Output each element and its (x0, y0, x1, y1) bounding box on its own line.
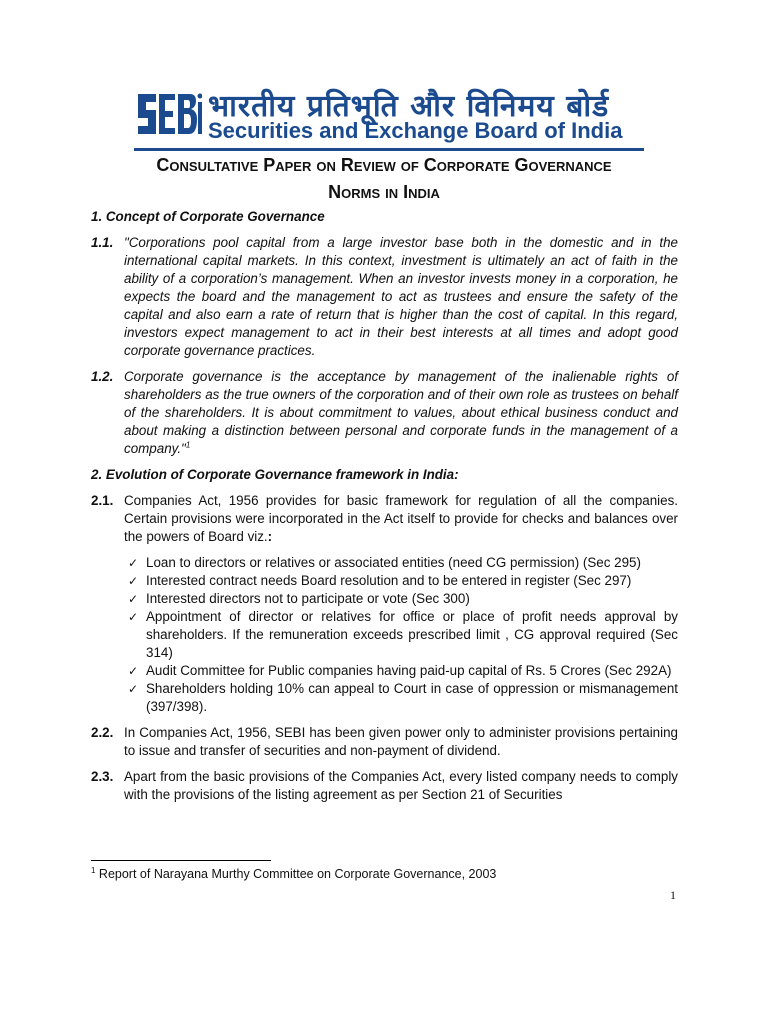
header-divider (134, 148, 644, 151)
page-number: 1 (670, 888, 676, 902)
english-org-name: Securities and Exchange Board of India (208, 118, 623, 143)
footnote-mark: 1 (91, 865, 96, 875)
checkmark-icon: ✓ (128, 610, 139, 624)
footnote-divider (91, 860, 271, 861)
title-line-2: Norms in India (328, 182, 440, 202)
list-item (128, 608, 678, 662)
paragraph-number: 1.2. (91, 369, 114, 384)
list-item (128, 590, 678, 608)
checkmark-icon: ✓ (128, 592, 139, 606)
sebi-logo (134, 88, 202, 142)
paragraph-text: Corporate governance is the acceptance by management of the inalienable rights of shareholders as the true owners of the corporation and of their own role as trustees on behalf of the shareholders. It is about commitment to values, about ethical business conduct and about making a distinction between personal and corporate funds in the management of a company." (124, 369, 678, 456)
list-item (128, 680, 678, 716)
paragraph-2-2 (91, 724, 678, 760)
paragraph-tail: : (267, 529, 273, 544)
paragraph-text: Companies Act, 1956 provides for basic framework for regulation of all the companies. Certain provisions were incorporated in the Act itself to provide for checks and balances over the powers of Board viz. (124, 493, 678, 544)
checkmark-icon: ✓ (128, 574, 139, 588)
paragraph-number: 2.3. (91, 769, 114, 784)
list-item-text: Shareholders holding 10% can appeal to Court in case of oppression or mismanagement (397/398). (146, 681, 678, 714)
sebi-header (134, 86, 644, 146)
list-item (128, 572, 678, 590)
paragraph-number: 2.2. (91, 725, 114, 740)
paragraph-1-2 (91, 368, 678, 458)
list-item-text: Interested directors not to participate or vote (Sec 300) (146, 591, 470, 606)
section-heading-2: 2. Evolution of Corporate Governance framework in India: (91, 467, 459, 482)
list-item-text: Interested contract needs Board resolution and to be entered in register (Sec 297) (146, 573, 632, 588)
list-item-text: Loan to directors or relatives or associated entities (need CG permission) (Sec 295) (146, 555, 641, 570)
paragraph-1-1 (91, 234, 678, 360)
checkmark-icon: ✓ (128, 556, 139, 570)
section-heading-1: 1. Concept of Corporate Governance (91, 209, 325, 224)
list-item-text: Audit Committee for Public companies having paid-up capital of Rs. 5 Crores (Sec 292A) (146, 663, 672, 678)
footnote (91, 866, 496, 882)
paragraph-2-3 (91, 768, 678, 804)
paragraph-text: "Corporations pool capital from a large investor base both in the domestic and in the international capital markets. In this context, investment is ultimately an act of faith in the ability of a corporation’s management. When an investor invests money in a corporation, he expects the board and the management to act as trustees and ensure the safety of the capital and also earn a rate of return that is higher than the cost of capital. In this regard, investors expect management to act in their best interests at all times and adopt good corporate governance practices. (124, 235, 678, 358)
list-item-text: Appointment of director or relatives for office or place of profit needs approval by shareholders. If the remuneration exceeds prescribed limit , CG approval required (Sec 314) (146, 609, 678, 660)
footnote-text: Report of Narayana Murthy Committee on Corporate Governance, 2003 (95, 867, 497, 881)
list-item (128, 662, 678, 680)
provisions-checklist (91, 554, 678, 716)
paragraph-number: 1.1. (91, 235, 114, 250)
paragraph-2-1 (91, 492, 678, 546)
paragraph-text: In Companies Act, 1956, SEBI has been given power only to administer provisions pertaining to issue and transfer of securities and non-payment of dividend. (124, 725, 678, 758)
footnote-reference[interactable]: 1 (185, 440, 191, 450)
document-body (91, 208, 678, 812)
checkmark-icon: ✓ (128, 682, 139, 696)
title-line-1: Consultative Paper on Review of Corporate Governance (156, 155, 612, 175)
paragraph-text: Apart from the basic provisions of the Companies Act, every listed company needs to comply with the provisions of the listing agreement as per Section 21 of Securities (124, 769, 678, 802)
document-title (90, 152, 678, 206)
list-item (128, 554, 678, 572)
hindi-org-name: भारतीय प्रतिभूति और विनिमय बोर्ड (208, 89, 610, 124)
paragraph-number: 2.1. (91, 493, 114, 508)
checkmark-icon: ✓ (128, 664, 139, 678)
